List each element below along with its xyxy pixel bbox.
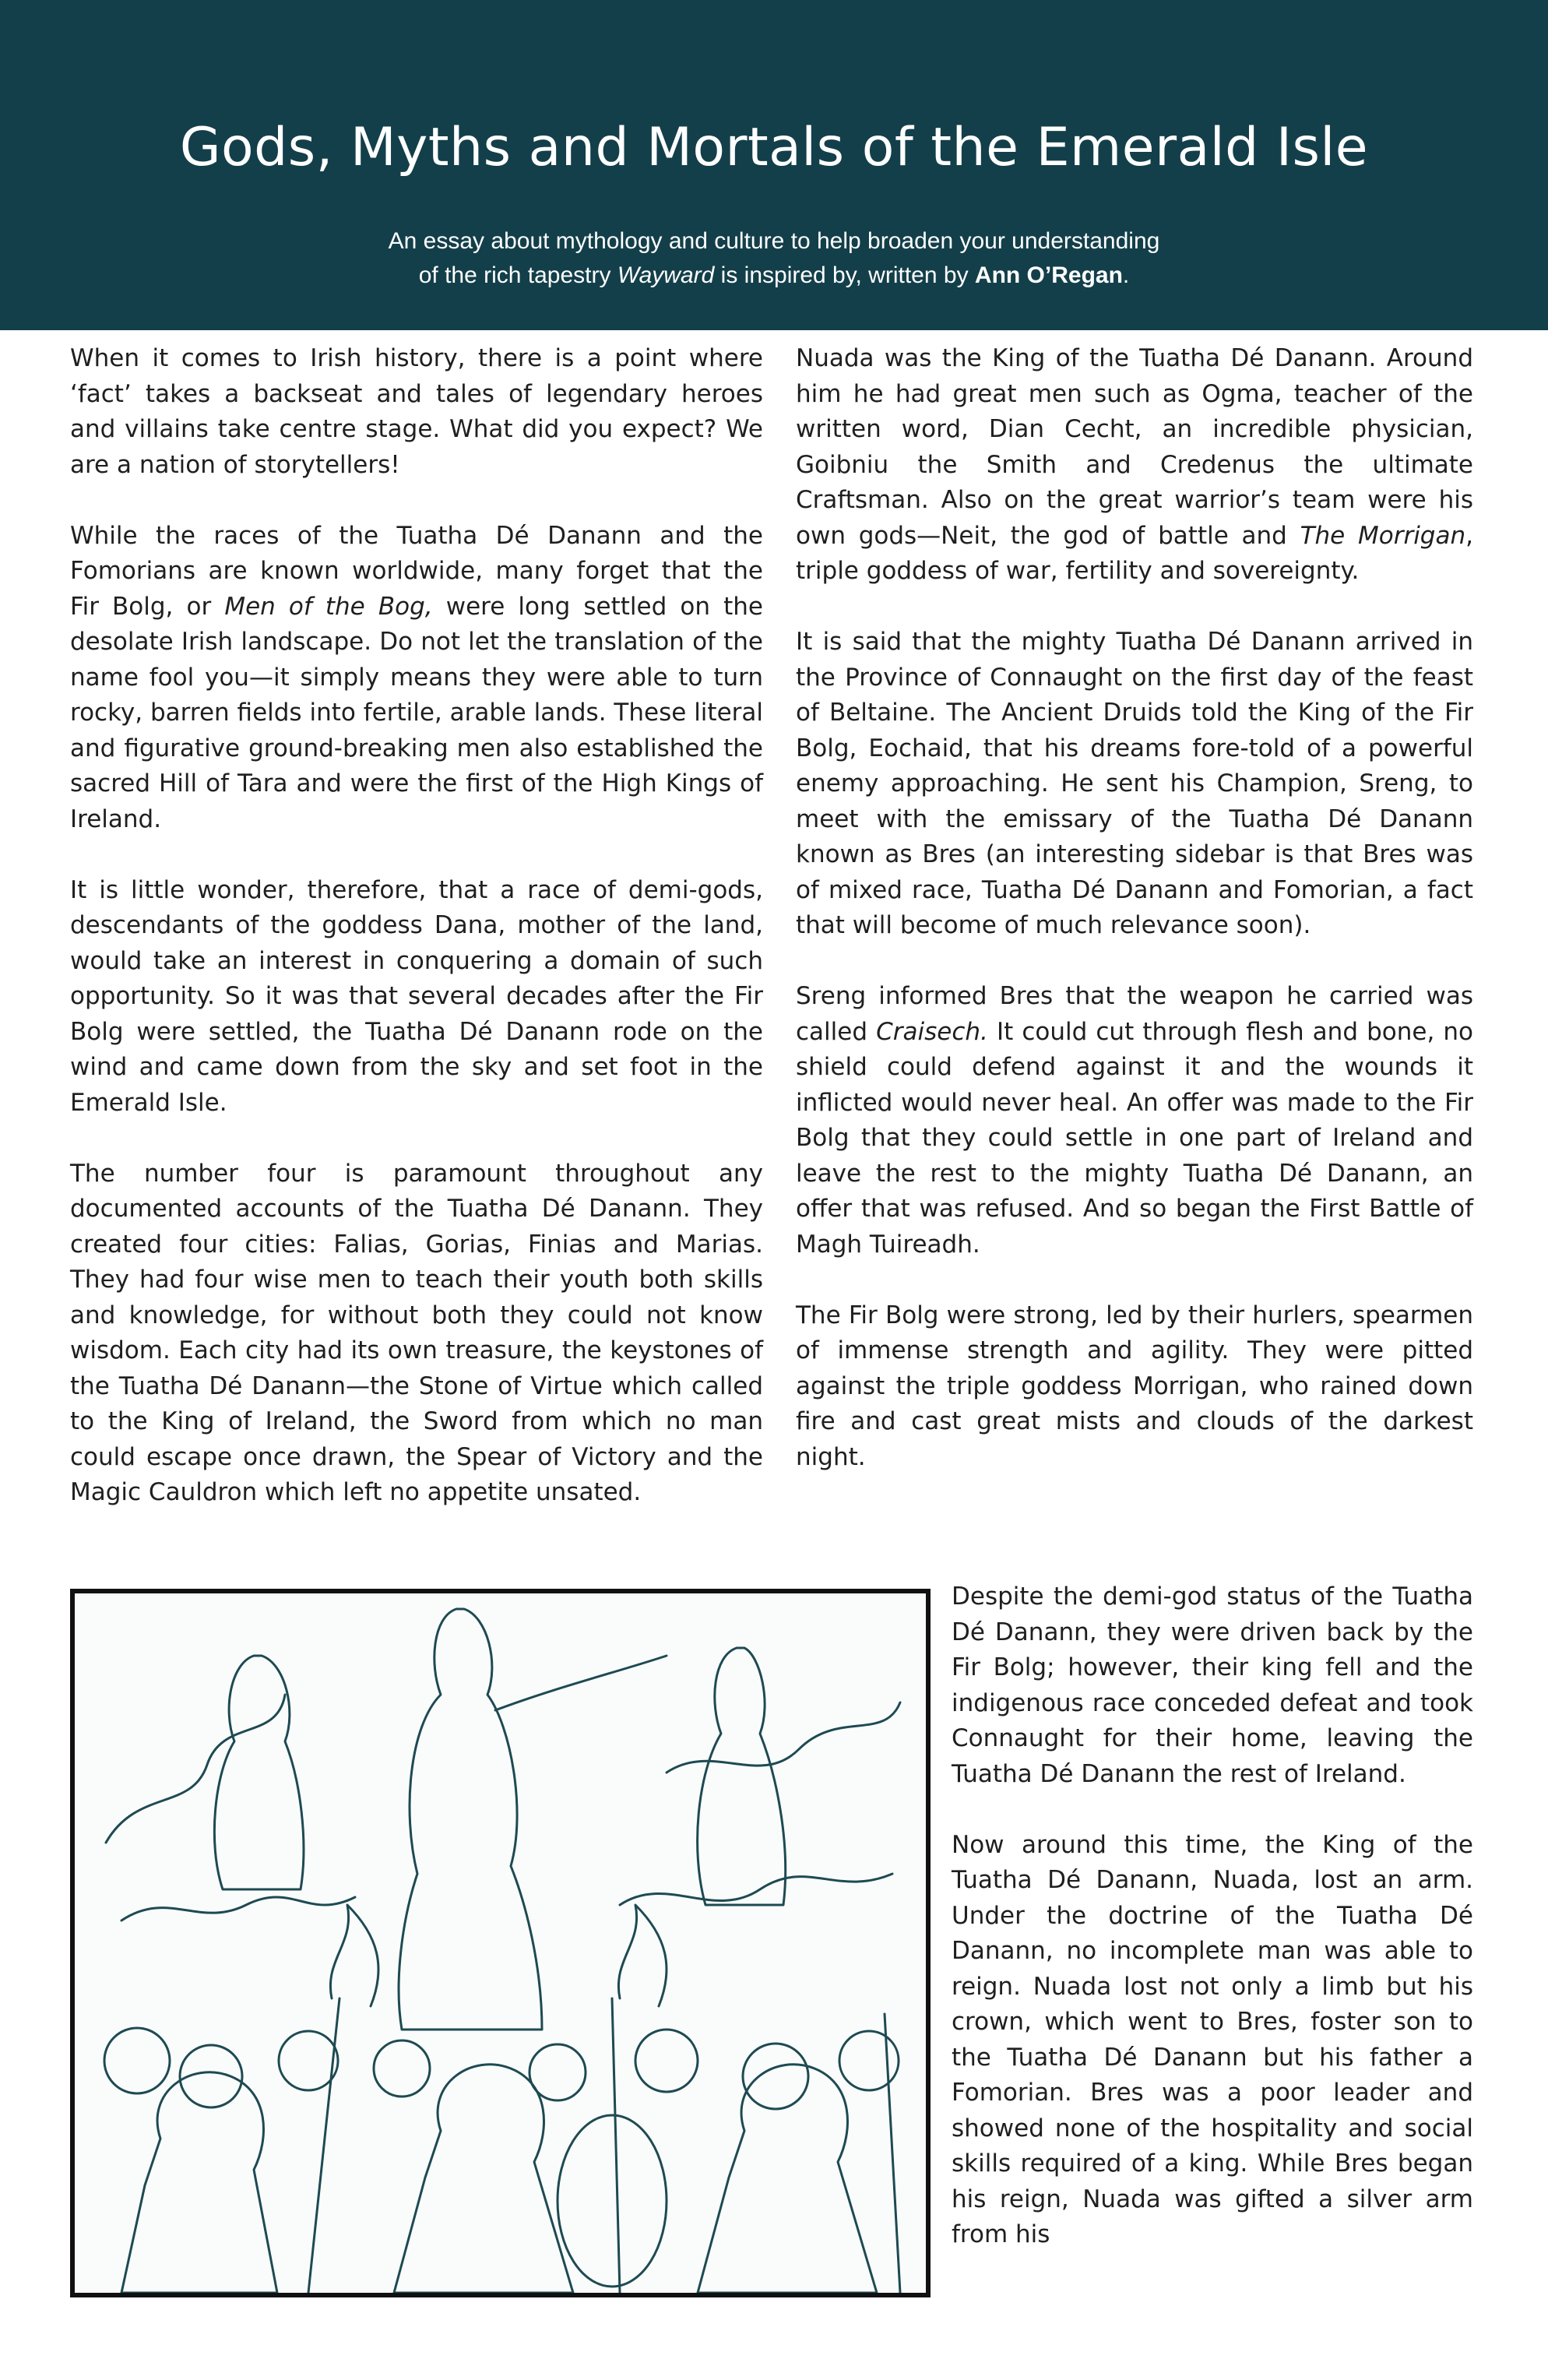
paragraph-emphasis: Men of the Bog,: [224, 592, 433, 621]
subtitle-line-1: An essay about mythology and culture to help broaden your understanding: [388, 228, 1160, 254]
header-banner: [0, 0, 1548, 330]
paragraph-text: Sreng informed Bres that the weapon he carried was called: [796, 982, 1473, 1046]
subtitle-author: Ann O’Regan: [974, 262, 1123, 288]
figure-central-goddess: [399, 1609, 542, 2030]
subtitle-book-title: Wayward: [617, 262, 715, 288]
flame: [618, 1905, 667, 2006]
smoke-swirl: [121, 1897, 355, 1921]
crowd-head: [635, 2030, 698, 2092]
figure-right-goddess: [698, 1648, 786, 1905]
smoke-swirl: [106, 1695, 285, 1843]
smoke-swirl: [620, 1874, 892, 1905]
illustration-panel: [70, 1589, 931, 2297]
paragraph-emphasis: Craisech.: [876, 1017, 988, 1046]
crowd-head: [839, 2031, 899, 2090]
spear: [612, 1998, 620, 2293]
paragraph: [70, 519, 763, 838]
right-column: [796, 341, 1473, 1511]
left-column: [70, 341, 763, 1546]
paragraph: Now around this time, the King of the Tuatha Dé Danann, Nuada, lost an arm. Under the doctrine of the Tuatha Dé Danann, no incomplete man was able to reign. Nuada lost not only a limb but his crown, which went to Bres, foster son to the Tuatha Dé Danann but his father a Fomorian. Bres was a poor leader and showed none of the hospitality and social skills required of a king. While Bres began his reign, Nuada was gifted a silver arm from his: [952, 1830, 1473, 2248]
paragraph: It is little wonder, therefore, that a race of demi-gods, descendants of the goddess Dana, mother of the land, would take an interest in conquering a domain of such opportunity. So it was that several decades after the Fir Bolg were settled, the Tuatha Dé Danann rode on the wind and came down from the sky and set foot in the Emerald Isle.: [70, 875, 763, 1117]
illustration-drawing: [75, 1593, 926, 2293]
shield: [558, 2115, 667, 2287]
paragraph-text: While the races of the Tuatha Dé Danann and the Fomorians are known worldwide, many forget that the Fir Bolg, or: [70, 521, 763, 621]
paragraph-text: , triple goddess of war, fertility and sovereignty.: [796, 521, 1473, 585]
page-title: Gods, Myths and Mortals of the Emerald Isle: [179, 117, 1369, 178]
paragraph: The number four is paramount throughout any documented accounts of the Tuatha Dé Danann. They created four cities: Falias, Gorias, Finias and Marias. They had four wise men to teach their youth both skills and knowledge, for without both they could not know wisdom. Each city had its own treasure, the keystones of the Tuatha Dé Danann—the Stone of Virtue which called to the King of Ireland, the Sword from which no man could escape once drawn, the Spear of Victory and the Magic Cauldron which left no appetite unsated.: [70, 1159, 763, 1506]
crowd-head: [374, 2040, 430, 2097]
subtitle-end: .: [1122, 262, 1130, 288]
subtitle-pre: of the rich tapestry: [418, 262, 617, 288]
page-subtitle: [0, 224, 1548, 293]
figure-foreground-warrior: [698, 2065, 877, 2293]
figure-central-arm: [495, 1656, 667, 1710]
crowd-head: [743, 2044, 808, 2109]
paragraph: [796, 979, 1473, 1262]
crowd-head: [279, 2031, 338, 2090]
paragraph: It is said that the mighty Tuatha Dé Danann arrived in the Province of Connaught on the first day of the feast of Beltaine. The Ancient Druids told the King of the Fir Bolg, Eochaid, that his dreams fore-told of a powerful enemy approaching. He sent his Champion, Sreng, to meet with the emissary of the Tuatha Dé Danann known as Bres (an interesting sidebar is that Bres was of mixed race, Tuatha Dé Danann and Fomorian, a fact that will become of much relevance soon).: [796, 628, 1473, 939]
spear: [308, 1998, 340, 2293]
paragraph-text: were long settled on the desolate Irish landscape. Do not let the translation of the name fool you—it simply means they were able to turn rocky, barren fields into fertile, arable lands. These literal and figurative ground-breaking men also established the sacred Hill of Tara and were the first of the High Kings of Ireland.: [70, 592, 763, 833]
paragraph: Despite the demi-god status of the Tuatha Dé Danann, they were driven back by the Fir Bolg; however, their king fell and the indigenous race conceded defeat and took Connaught for their home, leaving the Tuatha Dé Danann the rest of Ireland.: [952, 1583, 1473, 1788]
flame: [330, 1905, 378, 2006]
paragraph: When it comes to Irish history, there is a point where ‘fact’ takes a backseat and tales of legendary heroes and villains take centre stage. What did you expect? We are a nation of storytellers!: [70, 344, 763, 479]
lower-right-column: [952, 1579, 1473, 2288]
paragraph: [796, 341, 1473, 590]
figure-left-goddess: [214, 1656, 304, 1889]
paragraph-text: It could cut through flesh and bone, no shield could defend against it and the wounds it inflicted would never heal. An offer was made to the Fir Bolg that they could settle in one part of Ireland and leave the rest to the mighty Tuatha Dé Danann, an offer that was refused. And so began the First Battle of Magh Tuireadh.: [796, 1017, 1474, 1259]
crowd-head: [104, 2028, 170, 2093]
paragraph-emphasis: The Morrigan: [1300, 521, 1466, 550]
subtitle-mid: is inspired by, written by: [714, 262, 975, 288]
smoke-swirl: [667, 1702, 900, 1773]
paragraph: The Fir Bolg were strong, led by their hurlers, spearmen of immense strength and agility. They were pitted against the triple goddess Morrigan, who rained down fire and cast great mists and clouds of the darkest night.: [796, 1301, 1473, 1471]
paragraph-text: Nuada was the King of the Tuatha Dé Danann. Around him he had great men such as Ogma, teacher of the written word, Dian Cecht, an incredible physician, Goibniu the Smith and Credenus the ultimate Craftsman. Also on the great warrior’s team were his own gods—Neit, the god of battle and: [796, 344, 1473, 550]
